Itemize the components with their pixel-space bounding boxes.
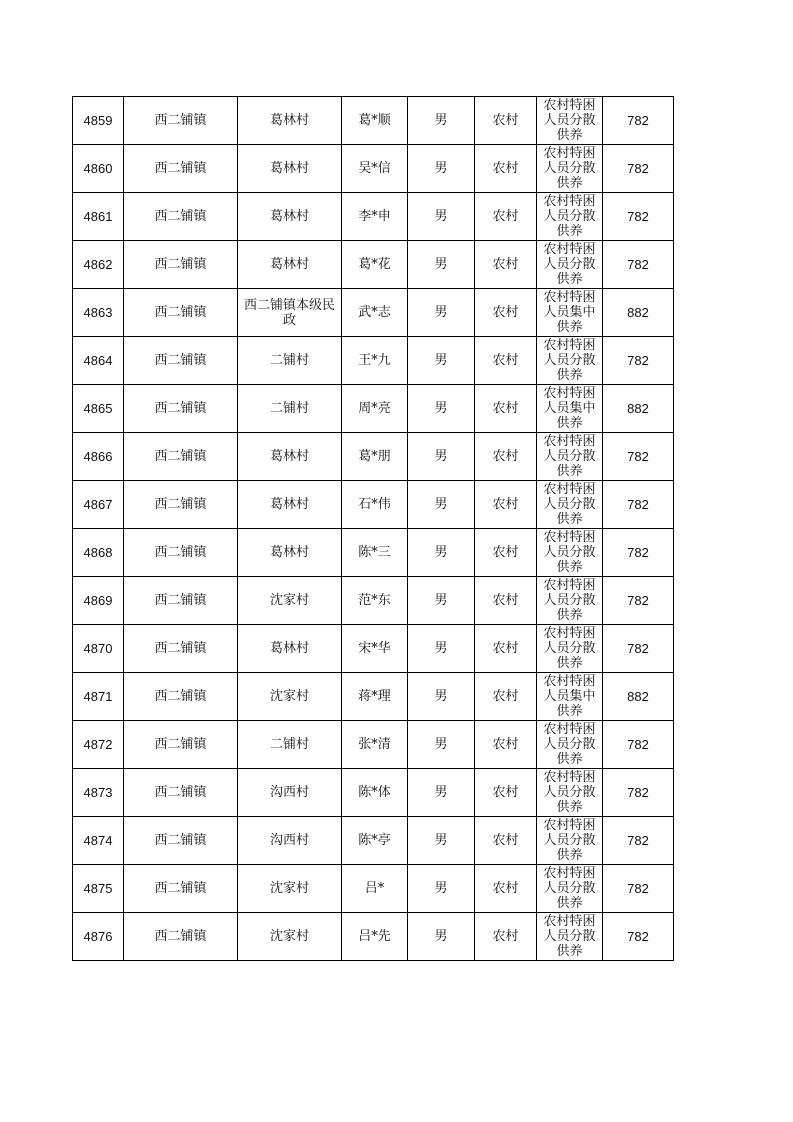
table-row — [73, 193, 674, 241]
support-category-text: 农村特困人员分散供养 — [543, 481, 596, 527]
row-number-cell: 4876 — [73, 913, 124, 961]
support-category-cell — [537, 673, 603, 721]
row-number-cell: 4875 — [73, 865, 124, 913]
amount-cell: 782 — [603, 433, 674, 481]
row-number-cell: 4863 — [73, 289, 124, 337]
town-cell: 西二铺镇 — [124, 721, 238, 769]
person-name-cell: 王*九 — [342, 337, 408, 385]
table-row — [73, 769, 674, 817]
person-name-cell: 石*伟 — [342, 481, 408, 529]
table-row — [73, 673, 674, 721]
roster-table — [72, 96, 674, 961]
person-name-cell: 蒋*理 — [342, 673, 408, 721]
gender-cell: 男 — [408, 721, 475, 769]
village-cell: 二铺村 — [238, 385, 342, 433]
roster-body — [73, 97, 674, 961]
support-category-cell — [537, 529, 603, 577]
row-number-cell: 4859 — [73, 97, 124, 145]
person-name-cell: 葛*花 — [342, 241, 408, 289]
support-category-cell — [537, 97, 603, 145]
town-cell: 西二铺镇 — [124, 241, 238, 289]
gender-cell: 男 — [408, 385, 475, 433]
row-number-cell: 4861 — [73, 193, 124, 241]
town-cell: 西二铺镇 — [124, 289, 238, 337]
row-number-cell: 4865 — [73, 385, 124, 433]
support-category-cell — [537, 721, 603, 769]
village-cell: 西二铺镇本级民政 — [238, 289, 342, 337]
support-category-text: 农村特困人员分散供养 — [543, 97, 596, 143]
gender-cell: 男 — [408, 673, 475, 721]
person-name-cell: 张*清 — [342, 721, 408, 769]
support-category-text: 农村特困人员分散供养 — [543, 529, 596, 575]
residence-type-cell: 农村 — [475, 385, 537, 433]
table-row — [73, 913, 674, 961]
residence-type-cell: 农村 — [475, 337, 537, 385]
support-category-text: 农村特困人员集中供养 — [543, 289, 596, 335]
support-category-text: 农村特困人员分散供养 — [543, 145, 596, 191]
residence-type-cell: 农村 — [475, 721, 537, 769]
amount-cell: 782 — [603, 529, 674, 577]
residence-type-cell: 农村 — [475, 625, 537, 673]
gender-cell: 男 — [408, 481, 475, 529]
row-number-cell: 4860 — [73, 145, 124, 193]
person-name-cell: 吕* — [342, 865, 408, 913]
village-cell: 葛林村 — [238, 625, 342, 673]
person-name-cell: 宋*华 — [342, 625, 408, 673]
town-cell: 西二铺镇 — [124, 625, 238, 673]
gender-cell: 男 — [408, 529, 475, 577]
town-cell: 西二铺镇 — [124, 769, 238, 817]
support-category-cell — [537, 145, 603, 193]
residence-type-cell: 农村 — [475, 529, 537, 577]
support-category-cell — [537, 769, 603, 817]
residence-type-cell: 农村 — [475, 97, 537, 145]
row-number-cell: 4868 — [73, 529, 124, 577]
town-cell: 西二铺镇 — [124, 145, 238, 193]
town-cell: 西二铺镇 — [124, 817, 238, 865]
village-cell: 葛林村 — [238, 241, 342, 289]
amount-cell: 782 — [603, 193, 674, 241]
town-cell: 西二铺镇 — [124, 433, 238, 481]
residence-type-cell: 农村 — [475, 481, 537, 529]
village-cell: 沟西村 — [238, 817, 342, 865]
town-cell: 西二铺镇 — [124, 337, 238, 385]
village-cell: 葛林村 — [238, 481, 342, 529]
amount-cell: 782 — [603, 625, 674, 673]
amount-cell: 782 — [603, 241, 674, 289]
person-name-cell: 陈*体 — [342, 769, 408, 817]
residence-type-cell: 农村 — [475, 673, 537, 721]
gender-cell: 男 — [408, 433, 475, 481]
amount-cell: 782 — [603, 145, 674, 193]
support-category-cell — [537, 433, 603, 481]
town-cell: 西二铺镇 — [124, 97, 238, 145]
support-category-cell — [537, 241, 603, 289]
support-category-cell — [537, 577, 603, 625]
support-category-cell — [537, 337, 603, 385]
residence-type-cell: 农村 — [475, 145, 537, 193]
row-number-cell: 4873 — [73, 769, 124, 817]
table-row — [73, 385, 674, 433]
amount-cell: 882 — [603, 673, 674, 721]
amount-cell: 782 — [603, 865, 674, 913]
person-name-cell: 陈*亭 — [342, 817, 408, 865]
village-cell: 沈家村 — [238, 913, 342, 961]
person-name-cell: 周*亮 — [342, 385, 408, 433]
table-row — [73, 433, 674, 481]
town-cell: 西二铺镇 — [124, 385, 238, 433]
row-number-cell: 4869 — [73, 577, 124, 625]
table-row — [73, 721, 674, 769]
residence-type-cell: 农村 — [475, 817, 537, 865]
town-cell: 西二铺镇 — [124, 865, 238, 913]
support-category-cell — [537, 817, 603, 865]
amount-cell: 782 — [603, 577, 674, 625]
row-number-cell: 4872 — [73, 721, 124, 769]
support-category-text: 农村特困人员分散供养 — [543, 865, 596, 911]
row-number-cell: 4864 — [73, 337, 124, 385]
support-category-cell — [537, 193, 603, 241]
amount-cell: 782 — [603, 481, 674, 529]
support-category-text: 农村特困人员分散供养 — [543, 337, 596, 383]
gender-cell: 男 — [408, 913, 475, 961]
person-name-cell: 葛*顺 — [342, 97, 408, 145]
table-row — [73, 145, 674, 193]
amount-cell: 782 — [603, 769, 674, 817]
table-row — [73, 337, 674, 385]
village-cell: 沈家村 — [238, 673, 342, 721]
support-category-cell — [537, 865, 603, 913]
village-cell: 葛林村 — [238, 433, 342, 481]
town-cell: 西二铺镇 — [124, 577, 238, 625]
residence-type-cell: 农村 — [475, 913, 537, 961]
support-category-text: 农村特困人员分散供养 — [543, 721, 596, 767]
village-cell: 二铺村 — [238, 721, 342, 769]
table-row — [73, 865, 674, 913]
village-cell: 沈家村 — [238, 865, 342, 913]
table-row — [73, 97, 674, 145]
person-name-cell: 吴*信 — [342, 145, 408, 193]
town-cell: 西二铺镇 — [124, 529, 238, 577]
amount-cell: 782 — [603, 913, 674, 961]
row-number-cell: 4867 — [73, 481, 124, 529]
table-row — [73, 529, 674, 577]
table-row — [73, 625, 674, 673]
support-category-cell — [537, 913, 603, 961]
residence-type-cell: 农村 — [475, 241, 537, 289]
row-number-cell: 4866 — [73, 433, 124, 481]
residence-type-cell: 农村 — [475, 193, 537, 241]
residence-type-cell: 农村 — [475, 433, 537, 481]
amount-cell: 882 — [603, 385, 674, 433]
table-row — [73, 577, 674, 625]
table-row — [73, 481, 674, 529]
gender-cell: 男 — [408, 337, 475, 385]
support-category-text: 农村特困人员集中供养 — [543, 673, 596, 719]
table-row — [73, 241, 674, 289]
gender-cell: 男 — [408, 769, 475, 817]
gender-cell: 男 — [408, 817, 475, 865]
person-name-cell: 武*志 — [342, 289, 408, 337]
village-cell: 葛林村 — [238, 529, 342, 577]
support-category-text: 农村特困人员分散供养 — [543, 577, 596, 623]
amount-cell: 782 — [603, 721, 674, 769]
residence-type-cell: 农村 — [475, 769, 537, 817]
village-cell: 葛林村 — [238, 193, 342, 241]
support-category-text: 农村特困人员集中供养 — [543, 385, 596, 431]
support-category-cell — [537, 289, 603, 337]
town-cell: 西二铺镇 — [124, 193, 238, 241]
residence-type-cell: 农村 — [475, 289, 537, 337]
person-name-cell: 李*申 — [342, 193, 408, 241]
support-category-cell — [537, 625, 603, 673]
support-category-text: 农村特困人员分散供养 — [543, 241, 596, 287]
person-name-cell: 葛*朋 — [342, 433, 408, 481]
row-number-cell: 4871 — [73, 673, 124, 721]
residence-type-cell: 农村 — [475, 865, 537, 913]
gender-cell: 男 — [408, 625, 475, 673]
table-row — [73, 289, 674, 337]
village-cell: 二铺村 — [238, 337, 342, 385]
gender-cell: 男 — [408, 145, 475, 193]
village-cell: 葛林村 — [238, 97, 342, 145]
amount-cell: 782 — [603, 337, 674, 385]
gender-cell: 男 — [408, 289, 475, 337]
support-category-cell — [537, 385, 603, 433]
amount-cell: 782 — [603, 97, 674, 145]
person-name-cell: 陈*三 — [342, 529, 408, 577]
person-name-cell: 吕*先 — [342, 913, 408, 961]
gender-cell: 男 — [408, 865, 475, 913]
town-cell: 西二铺镇 — [124, 913, 238, 961]
person-name-cell: 范*东 — [342, 577, 408, 625]
row-number-cell: 4874 — [73, 817, 124, 865]
town-cell: 西二铺镇 — [124, 673, 238, 721]
support-category-text: 农村特困人员分散供养 — [543, 913, 596, 959]
amount-cell: 882 — [603, 289, 674, 337]
support-category-text: 农村特困人员分散供养 — [543, 433, 596, 479]
gender-cell: 男 — [408, 577, 475, 625]
support-category-text: 农村特困人员分散供养 — [543, 817, 596, 863]
row-number-cell: 4870 — [73, 625, 124, 673]
support-category-cell — [537, 481, 603, 529]
village-cell: 沟西村 — [238, 769, 342, 817]
gender-cell: 男 — [408, 241, 475, 289]
row-number-cell: 4862 — [73, 241, 124, 289]
town-cell: 西二铺镇 — [124, 481, 238, 529]
support-category-text: 农村特困人员分散供养 — [543, 625, 596, 671]
residence-type-cell: 农村 — [475, 577, 537, 625]
support-category-text: 农村特困人员分散供养 — [543, 193, 596, 239]
gender-cell: 男 — [408, 193, 475, 241]
village-cell: 葛林村 — [238, 145, 342, 193]
table-row — [73, 817, 674, 865]
support-category-text: 农村特困人员分散供养 — [543, 769, 596, 815]
amount-cell: 782 — [603, 817, 674, 865]
gender-cell: 男 — [408, 97, 475, 145]
village-cell: 沈家村 — [238, 577, 342, 625]
